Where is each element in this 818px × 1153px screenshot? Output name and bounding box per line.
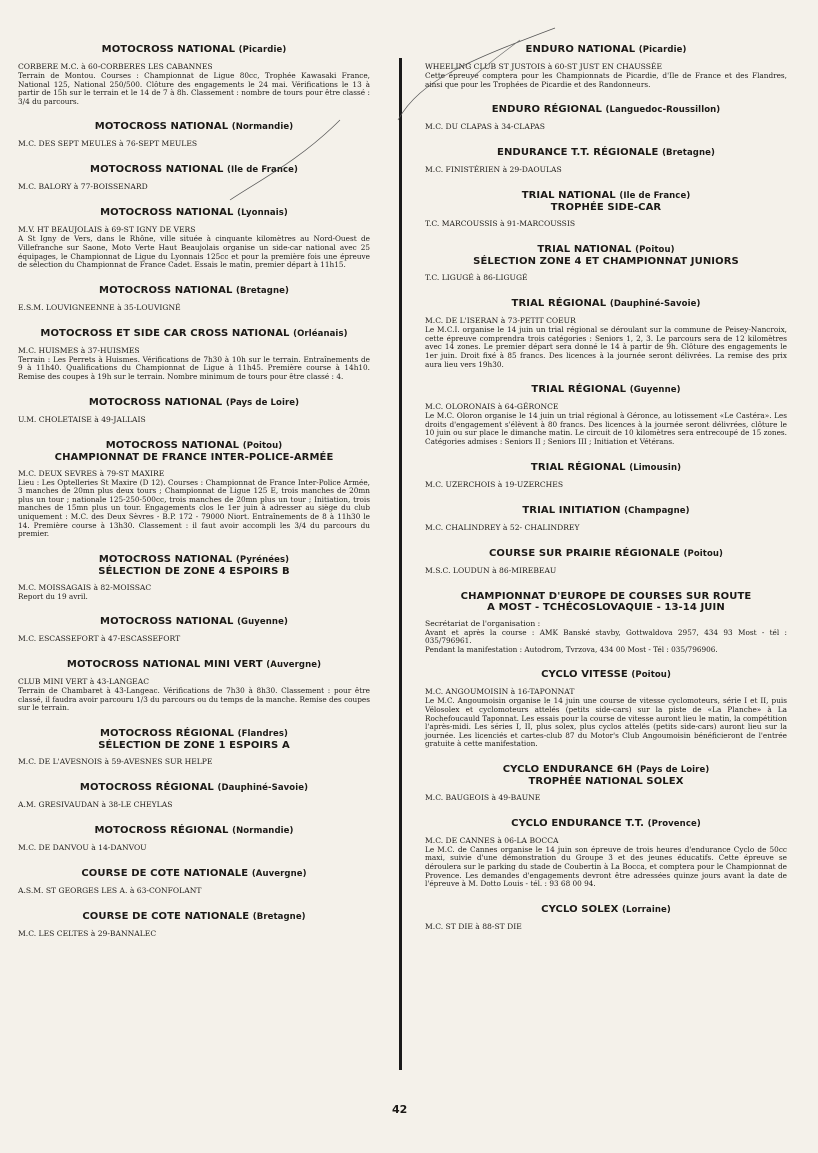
listing-entry (18, 328, 370, 394)
listing-entry (18, 868, 370, 908)
event-description: Report du 19 avril. (18, 591, 88, 601)
event-region: (Pays de Loire) (225, 397, 300, 408)
club-name: U.M. CHOLETAISE à 49-JALLAIS (18, 414, 146, 424)
club-name: CORBERE M.C. à 60-CORBERES LES CABANNES (18, 62, 213, 71)
event-region: (Auvergne) (251, 869, 307, 880)
listing-entry (18, 825, 370, 865)
event-title: MOTOCROSS NATIONAL (99, 284, 233, 296)
event-subtitle: TROPHÉE SIDE-CAR (550, 202, 662, 214)
event-region: (Ile de France) (619, 191, 691, 202)
event-subtitle: TROPHÉE NATIONAL SOLEX (528, 775, 684, 787)
club-name: M.C. DES SEPT MEULES à 76-SEPT MEULES (18, 139, 198, 149)
event-title: TRIAL RÉGIONAL (511, 298, 607, 310)
listing-entry (425, 244, 787, 295)
listing-entry (425, 104, 787, 144)
club-name: M.C. DEUX SEVRES à 79-ST MAXIRE (18, 468, 165, 478)
event-region: (Provence) (647, 818, 701, 829)
entry-spacer (18, 896, 370, 908)
club-name: M.V. HT BEAUJOLAIS à 69-ST IGNY DE VERS (18, 225, 196, 235)
event-heading (425, 764, 787, 787)
event-subtitle: A MOST - TCHÉCOSLOVAQUIE - 13-14 JUIN (487, 601, 725, 613)
listing-entry (18, 728, 370, 779)
listing-entry (425, 764, 787, 815)
event-title: MOTOCROSS NATIONAL MINI VERT (66, 659, 263, 671)
entry-spacer (18, 713, 370, 725)
listing-entry (18, 397, 370, 437)
event-subtitle: SÉLECTION ZONE 4 ET CHAMPIONNAT JUNIORS (473, 256, 739, 268)
event-title: MOTOCROSS NATIONAL (94, 121, 229, 133)
entry-spacer (18, 149, 370, 161)
club-name: Secrétariat de l'organisation : (425, 618, 541, 628)
event-region: (Ile de France) (227, 165, 298, 176)
event-heading (425, 104, 787, 116)
event-title: ENDURO NATIONAL (525, 44, 636, 55)
event-description: Le M.C. de Cannes organise le 14 juin son épreuve de trois heures d'endurance Cyclo de 50cc maxi, suivie d'une démonstration du Groupe 3 et des jeunes éducatifs. Cette épreuve se déroulera sur le parking du stade de Coubertin à La Bocca, et comptera pour le Championnat de Provence. Les demandes d'engagements devront être adressées quinze jours avant la date de l'épreuve à M. Dotto Louis - tél. : 93 68 00 94. (425, 844, 787, 889)
event-subtitle: SÉLECTION DE ZONE 1 ESPOIRS A (98, 740, 290, 752)
event-region: (Auvergne) (266, 660, 322, 671)
event-title: TRIAL INITIATION (522, 504, 621, 516)
listing-entry (18, 285, 370, 325)
entry-spacer (425, 932, 787, 944)
listing-entry (18, 659, 370, 725)
event-heading (425, 384, 787, 396)
event-region: (Bretagne) (236, 285, 289, 296)
event-heading (18, 207, 370, 219)
club-name: M.C. HUISMES à 37-HUISMES (18, 345, 140, 355)
event-title: TRIAL NATIONAL (537, 244, 632, 256)
event-heading (18, 659, 370, 671)
club-name: M.C. OLORONAIS à 64-GÉRONCE (425, 402, 559, 412)
entry-spacer (425, 229, 787, 241)
event-title: TRIAL RÉGIONAL (531, 384, 627, 396)
listing-entry (425, 462, 787, 502)
entry-spacer (425, 447, 787, 459)
entry-spacer (425, 576, 787, 588)
listing-entry (425, 818, 787, 901)
listing-entry (425, 298, 787, 381)
listing-entry (425, 669, 787, 761)
event-region: (Flandres) (237, 729, 288, 740)
event-title: CYCLO ENDURANCE 6H (502, 763, 633, 775)
event-title: MOTOCROSS NATIONAL (98, 553, 233, 565)
event-region: (Bretagne) (662, 148, 715, 159)
entry-spacer (18, 810, 370, 822)
listing-entry (425, 190, 787, 241)
event-title: CYCLO VITESSE (541, 669, 628, 681)
event-subtitle: SÉLECTION DE ZONE 4 ESPOIRS B (98, 565, 290, 577)
club-name: M.C. BALORY à 77-BOISSENARD (18, 182, 148, 192)
event-region: (Normandie) (231, 122, 294, 133)
event-title: MOTOCROSS NATIONAL (100, 207, 234, 219)
club-name: M.C. ANGOUMOISIN à 16-TAPONNAT (425, 687, 575, 697)
club-name: E.S.M. LOUVIGNEENNE à 35-LOUVIGNÉ (18, 302, 181, 312)
entry-spacer (18, 382, 370, 394)
event-title: MOTOCROSS RÉGIONAL (79, 782, 214, 794)
listing-entry (18, 121, 370, 161)
right-column (425, 44, 787, 947)
listing-entry (18, 440, 370, 551)
entry-spacer (18, 425, 370, 437)
event-title: MOTOCROSS NATIONAL (88, 396, 223, 408)
event-heading (18, 868, 370, 880)
listing-entry (18, 164, 370, 204)
event-title: COURSE DE COTE NATIONALE (81, 868, 249, 880)
entry-spacer (18, 192, 370, 204)
event-heading (425, 548, 787, 560)
event-region: (Lyonnais) (237, 208, 288, 219)
event-title: CYCLO ENDURANCE T.T. (511, 817, 645, 829)
event-region: (Poitou) (242, 440, 283, 451)
left-column (18, 44, 370, 954)
event-description: Avant et après la course : AMK Banské stavby, Gottwaldova 2957, 434 93 Most - tél : 035/796961. (425, 627, 787, 646)
club-name: M.C. UZERCHOIS à 19-UZERCHES (425, 479, 564, 489)
event-title: MOTOCROSS NATIONAL (101, 44, 236, 55)
listing-entry (425, 548, 787, 588)
event-heading (425, 298, 787, 310)
club-name: M.C. DE L'AVESNOIS à 59-AVESNES SUR HELPE (18, 757, 213, 767)
event-title: CHAMPIONNAT D'EUROPE DE COURSES SUR ROUTE (460, 590, 752, 602)
listing-entry (425, 591, 787, 667)
event-title: ENDURO RÉGIONAL (491, 104, 602, 116)
event-region: (Languedoc-Roussillon) (605, 105, 721, 116)
event-description: Cette épreuve comptera pour les Championnats de Picardie, d'Ile de France et des Flandres, ainsi que pour les Trophées de Picardie et des Randonneurs. (425, 71, 787, 89)
event-heading (18, 397, 370, 409)
event-title: MOTOCROSS RÉGIONAL (100, 728, 234, 740)
entry-spacer (425, 89, 787, 101)
event-region: (Champagne) (624, 505, 690, 516)
event-region: (Dauphiné-Savoie) (217, 783, 309, 794)
entry-spacer (425, 749, 787, 761)
event-title: TRIAL RÉGIONAL (530, 461, 626, 473)
club-name: M.C. CHALINDREY à 52- CHALINDREY (425, 522, 580, 532)
club-name: WHEELING CLUB ST JUSTOIS à 60-ST JUST EN CHAUSSÉE (425, 62, 662, 71)
club-name: T.C. LIGUGÉ à 86-LIGUGÉ (425, 273, 528, 283)
event-title: MOTOCROSS NATIONAL (100, 616, 234, 628)
club-name: M.S.C. LOUDUN à 86-MIREBEAU (425, 565, 557, 575)
event-heading (18, 728, 370, 751)
club-name: M.C. LES CELTES à 29-BANNALEC (18, 929, 157, 939)
event-title: MOTOCROSS NATIONAL (105, 439, 240, 451)
club-name: M.C. DE CANNES à 06-LA BOCCA (425, 835, 559, 845)
entry-spacer (425, 889, 787, 901)
event-description: Terrain de Montou. Courses : Championnat de Ligue 80cc, Trophée Kawasaki France, National 125, National 250/500. Clôture des engagements le 24 mai. Vérifications le 13 à partir de 15h sur le terrain et le 14 de 7 à 8h. Classement : nombre de tours pour être classé : 3/4 du parcours. (18, 71, 370, 106)
event-title: CYCLO SOLEX (541, 903, 619, 915)
club-name: T.C. MARCOUSSIS à 91-MARCOUSSIS (425, 219, 576, 229)
entry-spacer (425, 175, 787, 187)
club-name: M.C. DE DANVOU à 14-DANVOU (18, 843, 147, 853)
club-name: M.C. DU CLAPAS à 34-CLAPAS (425, 122, 545, 132)
club-name: A.M. GRESIVAUDAN à 38-LE CHEYLAS (18, 800, 173, 810)
event-heading (18, 440, 370, 463)
event-heading (18, 554, 370, 577)
entry-spacer (425, 803, 787, 815)
entry-spacer (18, 313, 370, 325)
entry-spacer (425, 654, 787, 666)
event-region: (Poitou) (631, 670, 671, 681)
club-name: CLUB MINI VERT à 43-LANGEAC (18, 677, 149, 687)
event-heading (18, 328, 370, 340)
entry-spacer (425, 369, 787, 381)
event-heading (425, 505, 787, 517)
entry-spacer (425, 283, 787, 295)
event-region: (Orléanais) (293, 328, 348, 339)
event-region: (Dauphiné-Savoie) (609, 299, 701, 310)
event-heading (425, 818, 787, 830)
entry-spacer (425, 490, 787, 502)
listing-entry (18, 207, 370, 281)
entry-spacer (18, 939, 370, 951)
event-region: (Lorraine) (622, 904, 671, 915)
entry-spacer (425, 533, 787, 545)
event-region: (Picardie) (238, 45, 287, 55)
club-name: M.C. ST DIE à 88-ST DIE (425, 921, 522, 931)
column-divider (399, 58, 402, 1070)
listing-entry (18, 782, 370, 822)
entry-spacer (18, 853, 370, 865)
event-heading (18, 911, 370, 923)
event-region: (Pays de Loire) (636, 764, 710, 775)
listing-entry (18, 616, 370, 656)
club-name: M.C. MOISSAGAIS à 82-MOISSAC (18, 582, 152, 592)
event-heading (425, 147, 787, 159)
event-heading (18, 825, 370, 837)
event-heading (18, 164, 370, 176)
event-title: MOTOCROSS NATIONAL (90, 164, 224, 176)
event-region: (Picardie) (638, 45, 687, 55)
event-title: TRIAL NATIONAL (521, 190, 616, 202)
entry-spacer (18, 270, 370, 282)
event-heading (425, 904, 787, 916)
event-region: (Bretagne) (252, 912, 306, 923)
event-title: COURSE SUR PRAIRIE RÉGIONALE (488, 547, 680, 559)
event-description: Terrain : Les Perrets à Huismes. Vérifications de 7h30 à 10h sur le terrain. Entraînements de 9 à 11h40. Qualifications du Championnat de Ligue à 11h45. Première course à 14h10. Remise des coupes à 19h sur le terrain. Nombre minimum de tours pour être classé : 4. (18, 354, 370, 381)
event-heading (425, 669, 787, 681)
event-heading (18, 616, 370, 628)
listing-entry (18, 44, 370, 118)
event-heading (18, 121, 370, 133)
listing-entry (18, 554, 370, 614)
club-name: M.C. FINISTÉRIEN à 29-DAOULAS (425, 165, 562, 175)
listing-entry (425, 384, 787, 458)
event-heading (425, 244, 787, 267)
entry-spacer (18, 601, 370, 613)
listing-entry (425, 44, 787, 101)
event-heading (18, 782, 370, 794)
listing-entry (425, 904, 787, 944)
event-title: MOTOCROSS ET SIDE CAR CROSS NATIONAL (40, 327, 290, 339)
event-heading (425, 44, 787, 56)
event-description: Le M.C. Oloron organise le 14 juin un trial régional à Géronce, au lotissement «Le Castéra». Les droits d'engagement s'élèvent à 80 francs. Des licences à la journée seront délivrées, clôture le 10 juin ou sur place le dimanche matin. Le circuit de 10 kilomètres sera entrecoupé de 15 zones. Catégories admises : Seniors II ; Seniors III ; Initiation et Vétérans. (425, 411, 787, 446)
entry-spacer (18, 106, 370, 118)
club-name: M.C. DE L'ISERAN à 73-PETIT COEUR (425, 316, 576, 326)
event-title: ENDURANCE T.T. RÉGIONALE (497, 147, 659, 159)
event-heading (18, 44, 370, 56)
event-heading (18, 285, 370, 297)
club-name: A.S.M. ST GEORGES LES A. à 63-CONFOLANT (18, 886, 202, 896)
listing-entry (425, 505, 787, 545)
event-description: A St Igny de Vers, dans le Rhône, ville située à cinquante kilomètres au Nord-Ouest de Villefranche sur Saone, Moto Verte Haut Beaujolais organise un side-car national avec 25 équipages, le Championnat de Ligue du Lyonnais 125cc et pour la première fois une épreuve de sélection du Championnat de France Cadet. Essais le matin, premier départ à 11h15. (18, 234, 370, 270)
page-number: 42 (392, 1103, 408, 1116)
event-region: (Normandie) (232, 826, 294, 837)
event-title: MOTOCROSS RÉGIONAL (94, 825, 229, 837)
listing-entry (425, 147, 787, 187)
listing-entry (18, 911, 370, 951)
event-description: Lieu : Les Optelleries St Maxire (D 12). Courses : Championnat de France Inter-Police Armée, 3 manches de 20mn plus deux tours ; Championnat de Ligue 125 E, trois manches de 20mn plus un tour ; nationale 125-250-500cc, trois manches de 20mn plus un tour ; Initiation, trois manches de 15mn plus un tour. Engagements clos le 1er juin à adresser au siège du club uniquement : M.C. des Deux Sèvres - B.P. 172 - 79000 Niort. Entraînements de 8 à 11h30 le 14. Première course à 13h30. Classement : il faut avoir accompli les 3/4 du parcours du premier. (18, 477, 370, 539)
event-heading (425, 462, 787, 474)
event-region: (Guyenne) (629, 385, 681, 396)
event-subtitle: CHAMPIONNAT DE FRANCE INTER-POLICE-ARMÉE (54, 451, 334, 463)
event-heading (425, 591, 787, 613)
event-region: (Guyenne) (237, 617, 288, 628)
event-description: Le M.C. Angoumoisin organise le 14 juin une course de vitesse cyclomoteurs, série I et II, puis Vélosolex et cyclomoteurs attelés (petits side-cars) sur la piste de «La Planche» à La Rochefoucauld Taponnat. Les essais pour la course de vitesse auront lieu le matin, la compétition l'après-midi. Les séries I, II, plus solex, plus cyclos attelés (petits side-cars) auront lieu sur la journée. Les licenciés et cartes-club 87 du Motor's Club Angoumoisin bénéficieront de l'entrée gratuite à cette manifestation. (425, 696, 787, 749)
entry-spacer (425, 132, 787, 144)
event-heading (425, 190, 787, 213)
event-region: (Limousin) (629, 462, 682, 473)
club-name: M.C. BAUGEOIS à 49-BAUNE (425, 792, 541, 802)
event-title: COURSE DE COTE NATIONALE (82, 911, 250, 923)
event-description: Pendant la manifestation : Autodrom, Tvrzova, 434 00 Most - Tél : 035/796906. (425, 644, 718, 654)
entry-spacer (18, 767, 370, 779)
entry-spacer (18, 644, 370, 656)
event-description: Le M.C.I. organise le 14 juin un trial régional se déroulant sur la commune de Peisey-Nancroix, cette épreuve comprendra trois catégories : Seniors 1, 2, 3. Le parcours sera de 12 kilomètres avec 14 zones. Le premier départ sera donné le 14 à partir de 9h. Clôture des engagements le 1er juin. Droit fixé à 85 francs. Des licences à la journée seront délivrées. La remise des prix aura lieu vers 19h30. (425, 325, 787, 369)
event-region: (Poitou) (635, 245, 675, 256)
event-region: (Poitou) (683, 548, 724, 559)
event-region: (Pyrénées) (235, 554, 290, 565)
event-description: Terrain de Chambaret à 43-Langeac. Vérifications de 7h30 à 8h30. Classement : pour être classé, il faudra avoir parcouru 1/3 du parcours ou du temps de la manche. Remise des coupes sur le terrain. (18, 686, 370, 713)
entry-spacer (18, 539, 370, 551)
club-name: M.C. ESCASSEFORT à 47-ESCASSEFORT (18, 634, 181, 644)
